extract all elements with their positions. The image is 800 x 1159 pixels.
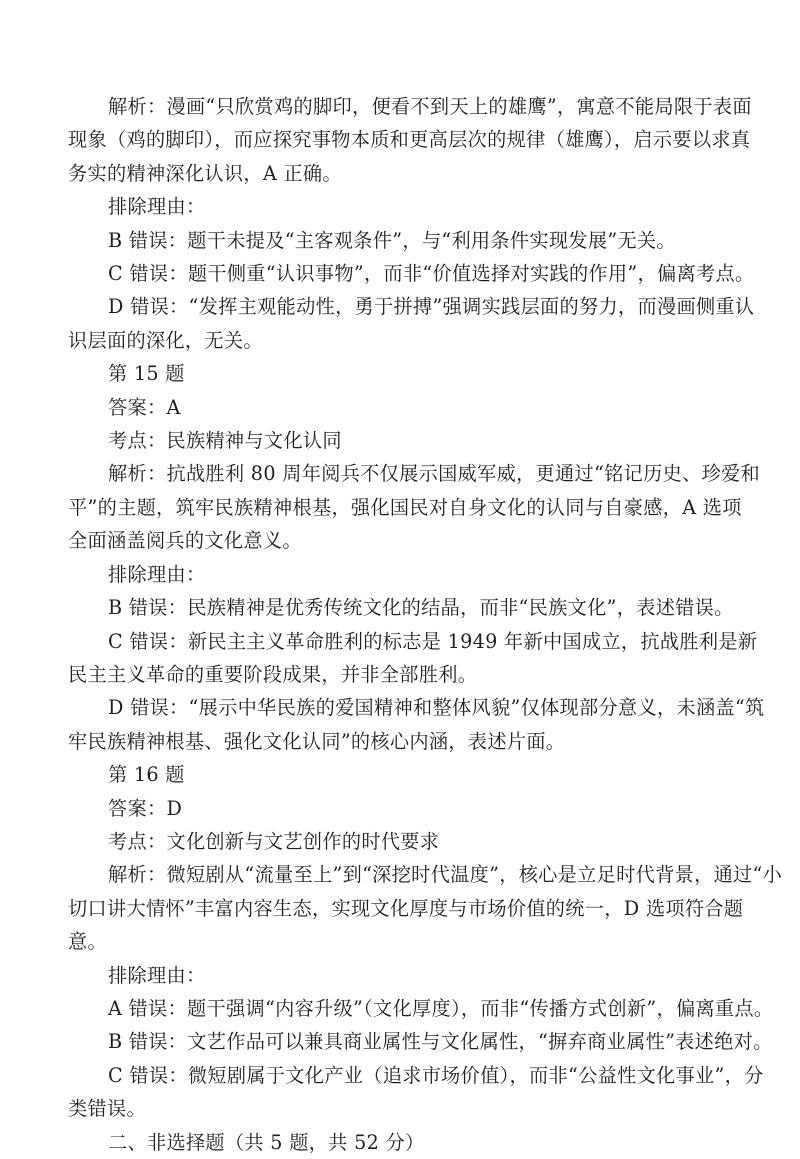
- q15-reason-d-line-2: 牢民族精神根基、强化文化认同”的核心内涵，表述片面。: [68, 729, 566, 753]
- q14-reason-d: [68, 290, 755, 357]
- q15-answer: [108, 391, 692, 424]
- q14-analysis-line-1: 解析：漫画“只欣赏鸡的脚印，便看不到天上的雄鹰”，寓意不能局限于表面: [108, 95, 752, 118]
- q14-reason-d-line-1: D 错误：“发挥主观能动性，勇于拼搏”强调实践层面的努力，而漫画侧重认: [108, 295, 755, 319]
- q15-title: [108, 357, 692, 390]
- q16-exclusion-title: [108, 959, 692, 992]
- q15-analysis-line-2: 平”的主题，筑牢民族精神根基，强化国民对自身文化的认同与自豪感，A 选项: [68, 495, 742, 519]
- q15-exclusion-title-text: 排除理由：: [108, 562, 206, 586]
- q15-reason-d-line-1: D 错误：“展示中华民族的爱国精神和整体风貌”仅体现部分意义，未涵盖“筑: [108, 696, 765, 720]
- q16-reason-a-line-1: A 错误：题干强调“内容升级”（文化厚度），而非“传播方式创新”，偏离重点。: [108, 996, 774, 1020]
- q16-answer-text: 答案：D: [108, 796, 183, 820]
- q16-reason-a: [108, 992, 774, 1025]
- q16-reason-c-line-2: 类错误。: [68, 1097, 146, 1121]
- q14-reason-c: [108, 257, 755, 290]
- q16-analysis-line-2: 切口讲大情怀”丰富内容生态，实现文化厚度与市场价值的统一，D 选项符合题: [68, 896, 744, 920]
- q15-analysis-line-3: 全面涵盖阅兵的文化意义。: [68, 529, 302, 553]
- section-2-title-text: 二、非选择题（共 5 题，共 52 分）: [108, 1130, 425, 1154]
- q16-title-text: 第 16 题: [108, 763, 185, 787]
- q15-reason-c: [68, 625, 758, 692]
- q14-analysis-line-2: 现象（鸡的脚印），而应探究事物本质和更高层次的规律（雄鹰），启示要以求真: [68, 128, 751, 152]
- q16-topic-text: 考点：文化创新与文艺创作的时代要求: [108, 829, 440, 853]
- q15-reason-d: [68, 691, 765, 758]
- q15-reason-b: [108, 591, 734, 624]
- q15-analysis-line-1: 解析：抗战胜利 80 周年阅兵不仅展示国威军威，更通过“铭记历史、珍爱和: [108, 462, 761, 486]
- q14-reason-b-line-1: B 错误：题干未提及“主客观条件”，与“利用条件实现发展”无关。: [108, 228, 676, 252]
- q15-reason-c-line-1: C 错误：新民主主义革命胜利的标志是 1949 年新中国成立，抗战胜利是新: [108, 629, 758, 653]
- q14-analysis: [68, 90, 752, 190]
- q14-reason-b: [108, 224, 692, 257]
- q16-title: [108, 758, 692, 791]
- q14-exclusion-title: [108, 190, 692, 223]
- q15-reason-c-line-2: 民主主义革命的重要阶段成果，并非全部胜利。: [68, 662, 478, 686]
- q16-topic: [108, 825, 692, 858]
- q14-reason-c-line-1: C 错误：题干侧重“认识事物”，而非“价值选择对实践的作用”，偏离考点。: [108, 262, 755, 286]
- q15-topic: [108, 424, 692, 457]
- q16-reason-c-line-1: C 错误：微短剧属于文化产业（追求市场价值），而非“公益性文化事业”，分: [108, 1063, 764, 1087]
- q16-reason-b: [108, 1025, 773, 1058]
- section-2-title: [108, 1126, 692, 1159]
- q14-analysis-line-3: 务实的精神深化认识，A 正确。: [68, 161, 342, 185]
- q15-reason-b-line-1: B 错误：民族精神是优秀传统文化的结晶，而非“民族文化”，表述错误。: [108, 596, 734, 620]
- q14-reason-d-line-2: 识层面的深化，无关。: [68, 328, 263, 352]
- q16-analysis: [68, 858, 783, 958]
- q14-exclusion-title-text: 排除理由：: [108, 195, 206, 219]
- q15-answer-text: 答案：A: [108, 395, 181, 419]
- q16-analysis-line-3: 意。: [68, 930, 107, 954]
- q16-exclusion-title-text: 排除理由：: [108, 963, 206, 987]
- q15-topic-text: 考点：民族精神与文化认同: [108, 429, 342, 453]
- q15-analysis: [68, 457, 761, 557]
- q15-title-text: 第 15 题: [108, 362, 185, 386]
- q16-answer: [108, 792, 692, 825]
- q15-exclusion-title: [108, 558, 692, 591]
- q16-reason-b-line-1: B 错误：文艺作品可以兼具商业属性与文化属性，“摒弃商业属性”表述绝对。: [108, 1030, 773, 1054]
- answer-key-content: [68, 90, 783, 1159]
- q16-analysis-line-1: 解析：微短剧从“流量至上”到“深挖时代温度”，核心是立足时代背景，通过“小: [108, 863, 783, 887]
- q16-reason-c: [68, 1059, 764, 1126]
